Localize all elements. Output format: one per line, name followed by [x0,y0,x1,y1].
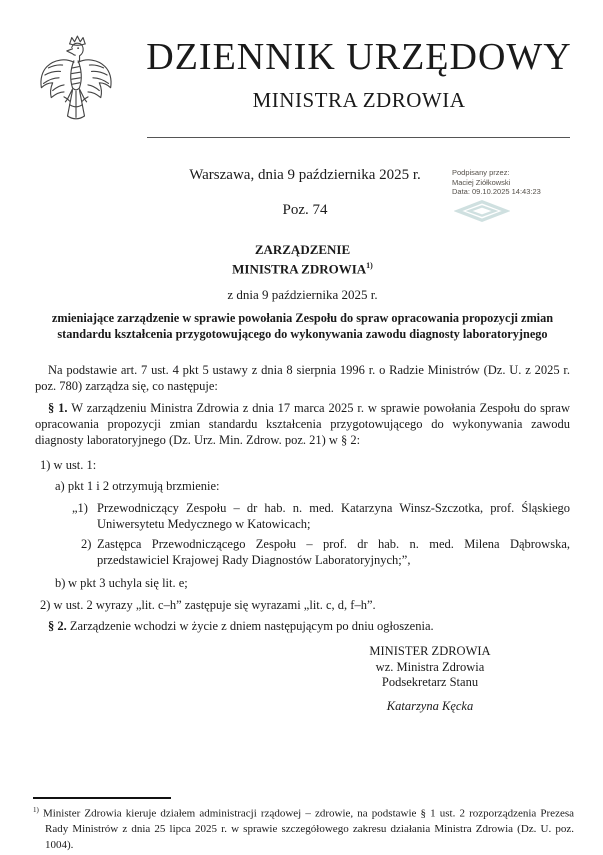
journal-subtitle: MINISTRA ZDROWIA [252,87,466,112]
quoted-point-2: 2) Zastępca Przewodniczącego Zespołu – prof. dr hab. n. med. Milena Dąbrowska, przedstawiciel Krajowej Rady Diagnostów Laboratoryjnych;”, [81,537,570,567]
signature-diamond-logo-icon [454,199,587,226]
signatory-on-behalf: wz. Ministra Zdrowia [375,659,485,674]
polish-eagle-emblem-icon [36,34,116,140]
act-date: z dnia 9 października 2025 r. [227,287,378,302]
act-title-line2: standardu kształcenia przygotowującego do wykonywania zawodu diagnosty laboratoryjnego [57,327,548,341]
act-title-line1: zmieniające zarządzenie w sprawie powołania Zespołu do spraw opracowania propozycji zmian [51,311,554,325]
act-issuer: MINISTRA ZDROWIA$^{1)}$ [232,261,373,277]
position-number: Poz. 74 [282,202,328,218]
footnote: $^{1)}$ Minister Zdrowia kieruje działem administracji rządowej – zdrowie, na podstawie § 1 ust. 2 rozporządzenia Prezesa Rady Ministrów z dnia 25 lipca 2025 r. w sprawie szczegółowego zakresu działania Ministra Zdrowia (Dz. U. poz. 1004). [33,806,574,851]
footnote-reference: 1) [366,261,373,270]
paragraph-2: § 2. Zarządzenie wchodzi w życie z dniem następującym po dniu ogłoszenia. [48,619,434,633]
signatory-title: MINISTER ZDROWIA [369,644,491,658]
paragraph-1-label: § 1. [48,401,68,415]
paragraph-1: § 1. W zarządzeniu Ministra Zdrowia z dnia 17 marca 2025 r. w sprawie powołania Zespołu do spraw opracowania propozycji zmian standardu kształcenia przygotowującego do wykonywania zawodu diagnosty laboratoryjnego (Dz. Urz. Min. Zdrow. poz. 21) w § 2: [35,401,570,447]
list-item-1a: a) pkt 1 i 2 otrzymują brzmienie: [55,479,220,493]
act-title [35,310,570,342]
list-item-1: 1) w ust. 1: [40,458,97,472]
act-body [35,362,570,634]
paragraph-2-label: § 2. [48,619,67,633]
quoted-point-1: „1) Przewodniczący Zespołu – dr hab. n. med. Katarzyna Winsz-Szczotka, prof. Śląskiego Uniwersytetu Medycznego w Katowicach; [72,501,570,531]
footnote-divider [33,797,171,799]
place-date-line: Warszawa, dnia 9 października 2025 r. [189,167,421,183]
stamp-signer-name: Maciej Ziółkowski [452,177,511,187]
stamp-signed-by-label: Podpisany przez: [452,168,510,177]
digital-signature-stamp [452,168,587,225]
act-heading [35,242,570,277]
list-item-2: 2) w ust. 2 wyrazy „lit. c–h” zastępuje się wyrazami „lit. c, d, f–h”. [40,598,376,612]
stamp-date: Data: 09.10.2025 14:43:23 [452,187,541,196]
signatory-block [330,644,530,714]
signatory-name: Katarzyna Kęcka [386,698,474,713]
journal-title: DZIENNIK URZĘDOWY [146,36,572,78]
signatory-role: Podsekretarz Stanu [381,675,479,689]
header-divider [147,137,570,138]
list-item-1b: b) w pkt 3 uchyla się lit. e; [55,576,188,590]
act-type: ZARZĄDZENIE [254,242,351,257]
masthead [140,36,578,113]
preamble-paragraph: Na podstawie art. 7 ust. 4 pkt 5 ustawy z dnia 8 sierpnia 1996 r. o Radzie Ministrów (Dz. U. z 2025 r. poz. 780) zarządza się, co następuje: [35,363,570,393]
footnote-marker: 1) [33,806,39,814]
